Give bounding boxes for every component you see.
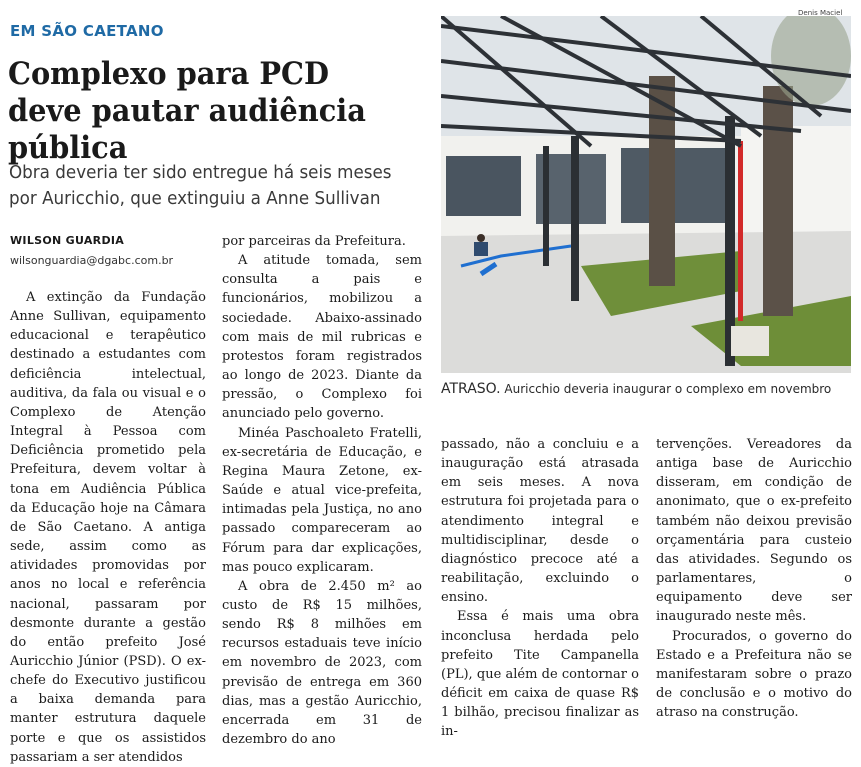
article-column-2 bbox=[222, 232, 422, 749]
paragraph: passado, não a concluiu e a inauguração está atrasada em seis meses. A nova estrutura foi projetada para o atendimento integral e multidisciplinar, desde o diagnóstico precoce até a reabilitação, excluindo o ensino. bbox=[441, 437, 639, 606]
paragraph: Minéa Paschoaleto Fratelli, ex-secretária de Educação, e Regina Maura Zetone, ex-Saúde e atual vice-prefeita, intimadas pela Justiça, no ano passado compareceram ao Fórum para dar explicações, mas pouco explicaram. bbox=[222, 425, 422, 575]
paragraph: tervenções. Vereadores da antiga base de Auricchio disseram, em condição de anonimato, que o ex-prefeito também não deixou previsão orçamentária para custeio das atividades. Segundo os parlamentares, o equipamento deve ser inaugurado neste mês. bbox=[656, 437, 852, 625]
paragraph: A atitude tomada, sem consulta a pais e funcionários, mobilizou a sociedade. Abaixo-assinado com mais de mil rubricas e protestos foram registrados ao longo de 2023. Diante da pressão, o Complexo foi anunciado pelo governo. bbox=[222, 253, 422, 422]
caption-lead: ATRASO. bbox=[441, 381, 501, 397]
article-column-1 bbox=[10, 288, 206, 767]
caption-text: Auricchio deveria inaugurar o complexo em novembro bbox=[500, 382, 832, 396]
article-photo bbox=[441, 16, 851, 373]
paragraph: A extinção da Fundação Anne Sullivan, equipamento educacional e terapêutico destinado a estudantes com deficiência intelectual, auditiva, da fala ou visual e o Complexo de Atenção Integral à Pessoa com Deficiência prometido pela Prefeitura, devem voltar à tona em Audiência Pública da Educação hoje na Câmara de São Caetano. A antiga sede, assim como as atividades promovidas por anos no local e referência nacional, passaram por desmonte durante a gestão do então prefeito José Auricchio Júnior (PSD). O ex-chefe do Executivo justificou a baixa demanda para manter estrutura daquele porte e que os assistidos passariam a ser atendidos bbox=[10, 290, 206, 765]
byline: WILSON GUARDIA bbox=[10, 234, 125, 247]
courtyard-illustration bbox=[441, 16, 851, 373]
photo-caption bbox=[441, 381, 853, 397]
paragraph: Procurados, o governo do Estado e a Prefeitura não se manifestaram sobre o prazo de conclusão e o motivo do atraso na construção. bbox=[656, 628, 852, 721]
paragraph: Essa é mais uma obra inconclusa herdada pelo prefeito Tite Campanella (PL), que além de contornar o déficit em caixa de quase R$ 1 bilhão, precisou finalizar as in- bbox=[441, 609, 639, 740]
article-column-3 bbox=[441, 435, 639, 742]
subheadline: Obra deveria ter sido entregue há seis meses por Auricchio, que extinguiu a Anne Sullivan bbox=[9, 162, 392, 209]
paragraph: A obra de 2.450 m² ao custo de R$ 15 milhões, sendo R$ 8 milhões em recursos estaduais teve início em novembro de 2023, com previsão de entrega em 360 dias, mas a gestão Auricchio, encerrada em 31 de dezembro do ano bbox=[222, 578, 422, 748]
headline: Complexo para PCD deve pautar audiência pública bbox=[8, 56, 366, 166]
article-column-4 bbox=[656, 435, 852, 722]
author-email: wilsonguardia@dgabc.com.br bbox=[10, 254, 174, 267]
photo-credit: Denis Maciel bbox=[798, 9, 843, 17]
paragraph: por parceiras da Prefeitura. bbox=[222, 234, 406, 249]
section-kicker: EM SÃO CAETANO bbox=[10, 22, 164, 40]
